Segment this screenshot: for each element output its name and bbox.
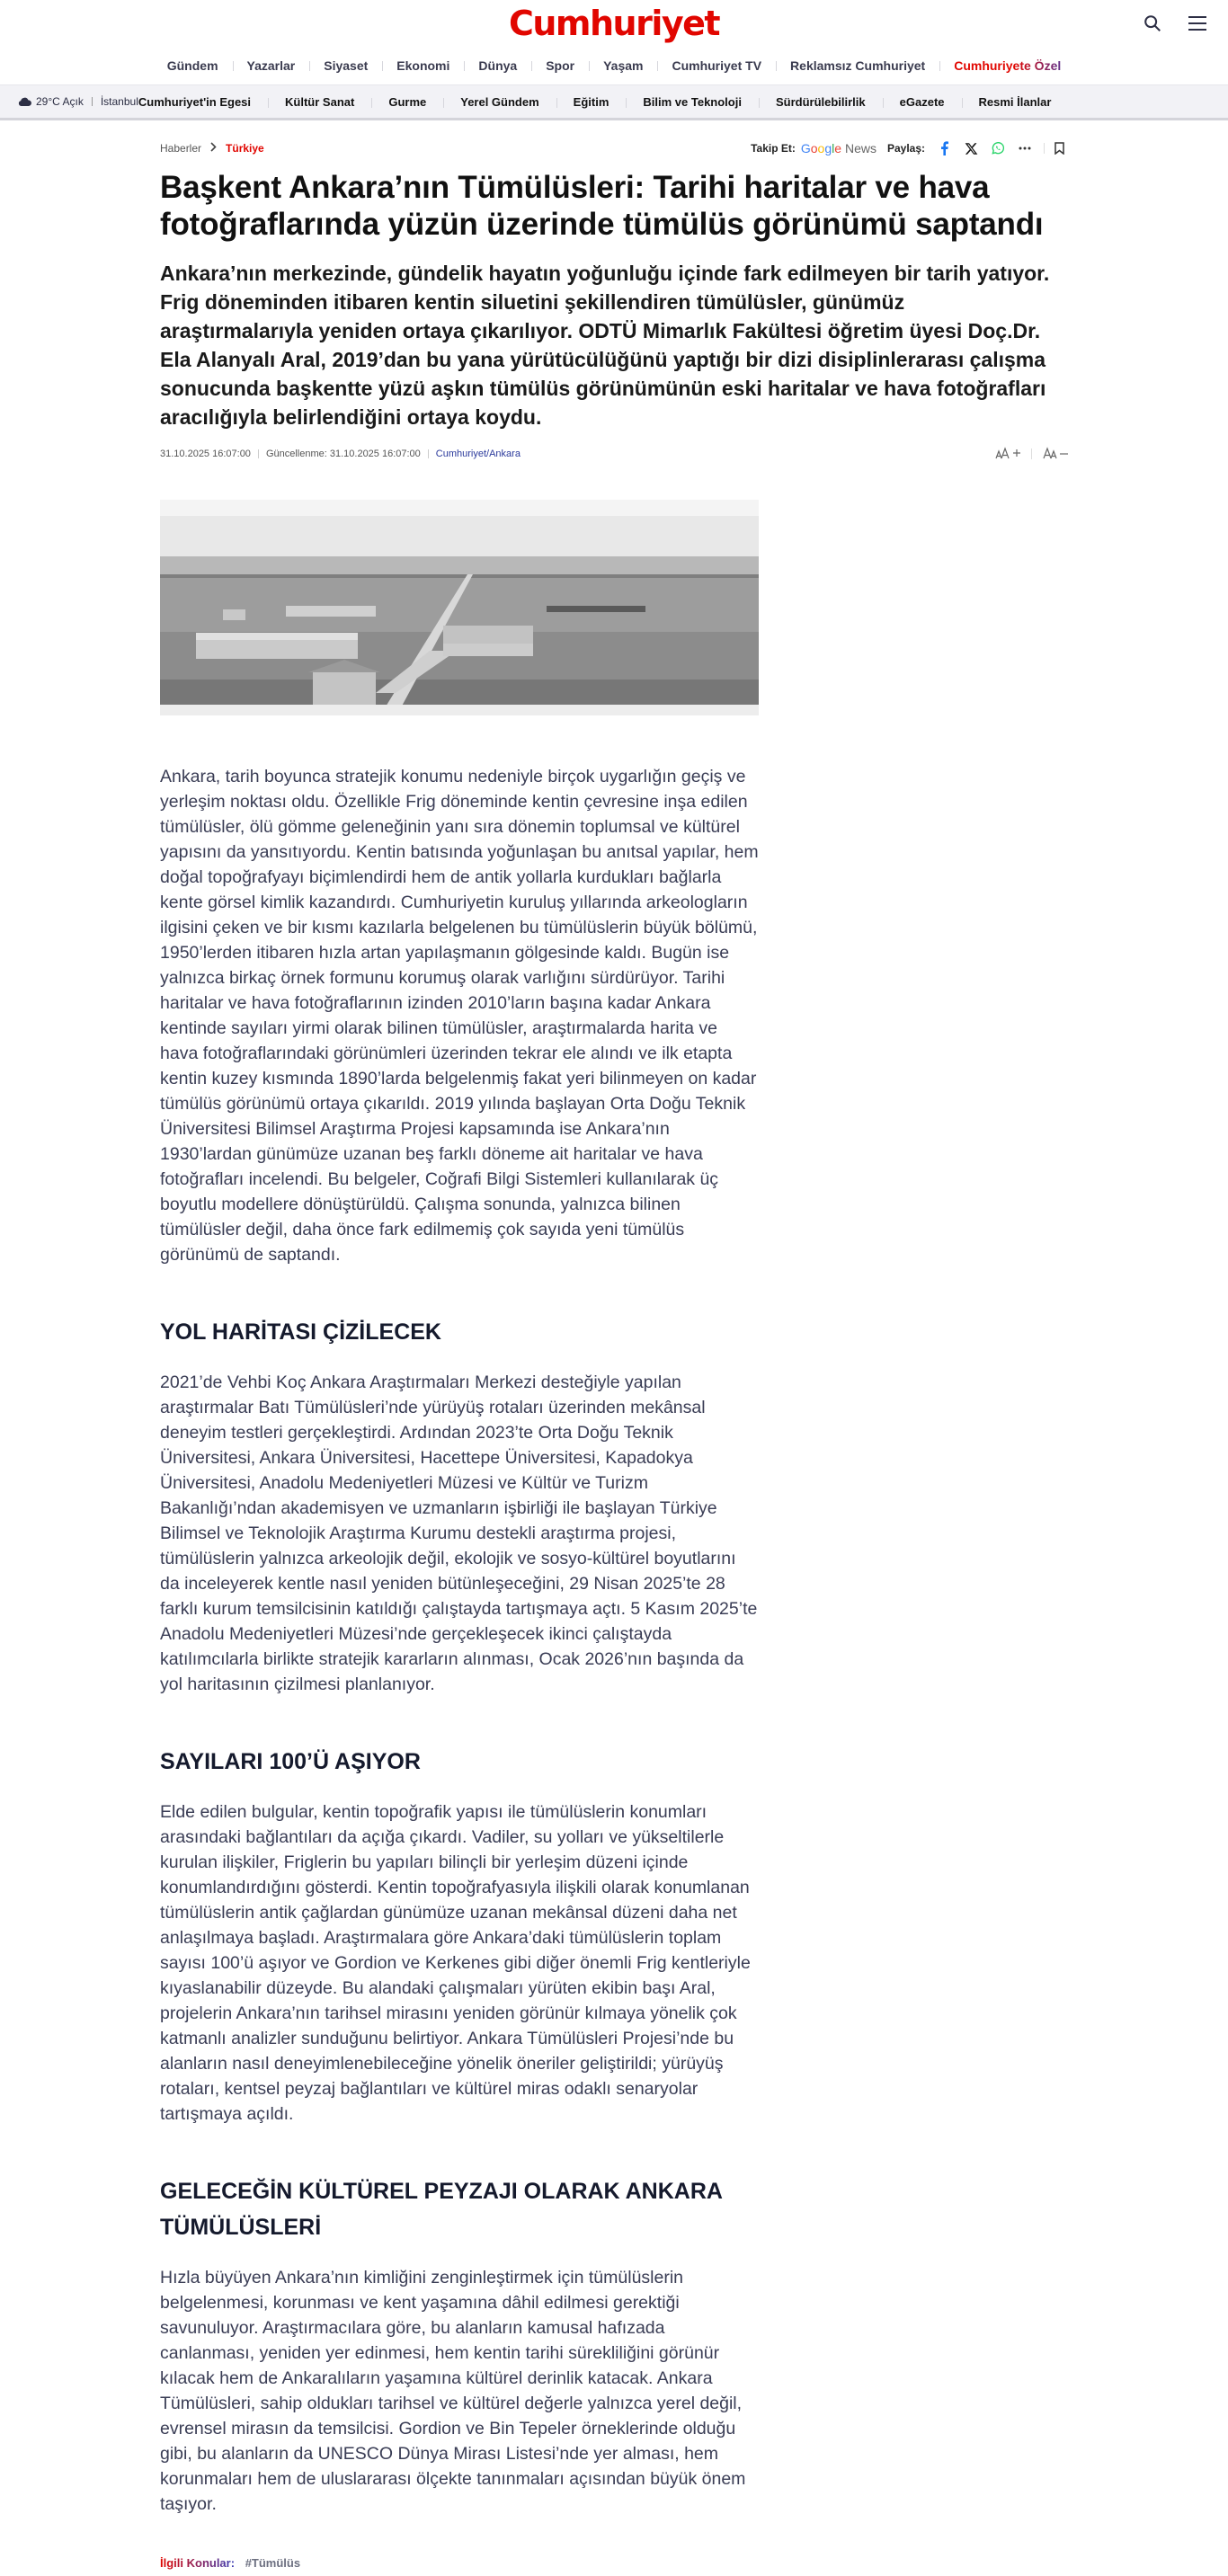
weather-temp: 29°C Açık bbox=[36, 95, 84, 108]
nav-gundem[interactable]: Gündem bbox=[166, 58, 218, 73]
subnav-kultur-sanat[interactable]: Kültür Sanat bbox=[268, 95, 371, 109]
nav-yazarlar[interactable]: Yazarlar bbox=[233, 54, 310, 77]
gnews-e: e bbox=[834, 141, 842, 155]
subnav-resmi-ilanlar[interactable]: Resmi İlanlar bbox=[962, 95, 1069, 109]
secondary-nav bbox=[0, 84, 1228, 120]
subheading-sayilari: SAYILARI 100’Ü AŞIYOR bbox=[160, 1749, 421, 1774]
font-divider bbox=[1031, 449, 1032, 459]
gnews-g2: g bbox=[824, 141, 832, 155]
follow-label: Takip Et: bbox=[751, 142, 796, 155]
meta-divider bbox=[258, 449, 259, 458]
meta-divider bbox=[428, 449, 429, 458]
paragraph-1: Ankara, tarih boyunca stratejik konumu nedeniyle birçok uygarlığın geçiş ve yerleşim noktası oldu. Özellikle Frig döneminde kentin çevresine inşa edilen tümülüsler, ölü gömme geleneğinin yanı sıra dönemin toplumsal ve kültürel yapısını da yansıtıyordu. Kentin batısında yoğunlaşan bu anıtsal yapılar, hem doğal topoğrafyayı biçimlendirdi hem de antik yollarla kurdukları bağlarla kente görsel kimlik kazandırdı. Cumhuriyetin kuruluş yıllarında arkeologların ilgisini çeken ve bir kısmı kazılarla belgelenen bu tümülüslerin büyük bölümü, 1950’lerden itibaren hızla artan yapılaşmanın gölgesinde kaldı. Bugün ise yalnızca birkaç örnek formunu korumuş olarak varlığını sürdürüyor. Tarihi haritalar ve hava fotoğraflarının izinden 2010’ların başına kadar Ankara kentinde sayıları yirmi olarak bilinen tümülüsler, araştırmalarda harita ve hava fotoğraflarındaki görünümleri üzerinden tekrar ele alındı ve ilk etapta kentin kuzey kısmında 1890’larda belgelenmiş fakat yeri bilinmeyen on kadar tümülüs görünümü ortaya çıkarıldı. 2019 yılında başlayan Orta Doğu Teknik Üniversitesi Bilimsel Araştırma Projesi kapsamında ise Ankara’nın 1930’lardan günümüze uzanan beş farklı döneme ait haritalar ve hava fotoğrafları incelendi. Bu belgeler, Coğrafi Bilgi Sistemleri kullanılarak üç boyutlu modellere dönüştürüldü. Çalışma sonunda, yalnızca bilinen tümülüsler değil, daha önce fark edilmemiş çok sayıda yeni tümülüs görünümü de saptandı. bbox=[160, 767, 759, 1265]
nav-reklamsiz[interactable]: Reklamsız Cumhuriyet bbox=[776, 54, 939, 77]
historic-panorama-photo bbox=[160, 500, 759, 715]
subheading-yol-haritasi: YOL HARİTASI ÇİZİLECEK bbox=[160, 1319, 441, 1345]
subnav-surdurulebilirlik[interactable]: Sürdürülebilirlik bbox=[759, 95, 883, 109]
tag-tumulus[interactable]: #Tümülüs bbox=[245, 2556, 301, 2570]
meta-row bbox=[160, 444, 1068, 464]
weather-divider bbox=[92, 97, 93, 106]
nav-cumhuriyet-tv[interactable]: Cumhuriyet TV bbox=[657, 54, 776, 77]
nav-dunya[interactable]: Dünya bbox=[464, 54, 531, 77]
breadcrumb-haberler[interactable]: Haberler bbox=[160, 142, 202, 155]
related-topics-label: İlgili Konular: bbox=[160, 2556, 236, 2570]
share-label: Paylaş: bbox=[886, 142, 925, 155]
site-logo[interactable]: Cumhuriyet bbox=[508, 4, 720, 43]
hamburger-menu-icon[interactable] bbox=[1187, 13, 1208, 34]
more-icon[interactable] bbox=[1011, 138, 1038, 158]
updated-date: Güncellenme: 31.10.2025 16:07:00 bbox=[265, 449, 421, 459]
bookmark-icon[interactable] bbox=[1050, 138, 1068, 158]
cloud-icon bbox=[18, 97, 31, 106]
subnav-egesi[interactable]: Cumhuriyet'in Egesi bbox=[138, 94, 252, 109]
nav-siyaset[interactable]: Siyaset bbox=[309, 54, 382, 77]
search-icon[interactable] bbox=[1142, 13, 1163, 34]
nav-ekonomi[interactable]: Ekonomi bbox=[382, 54, 464, 77]
font-size-controls bbox=[995, 447, 1068, 462]
gnews-news: News bbox=[841, 141, 877, 155]
chevron-right-icon bbox=[210, 142, 217, 155]
subnav-yerel-gundem[interactable]: Yerel Gündem bbox=[443, 95, 556, 109]
nav-cumhuriyete-ozel[interactable]: Cumhuriyete Özel bbox=[939, 54, 1075, 77]
nav-spor[interactable]: Spor bbox=[531, 54, 589, 77]
paragraph-2: 2021’de Vehbi Koç Ankara Araştırmaları Merkezi desteğiyle yapılan araştırmalar Batı Tümülüsleri’nde yürüyüş rotaları üzerinden mekânsal deneyim testleri gerçekleştirdi. Ardından 2023’te Orta Doğu Teknik Üniversitesi, Ankara Üniversitesi, Hacettepe Üniversitesi, Kapadokya Üniversitesi, Anadolu Medeniyetleri Müzesi ve Kültür ve Turizm Bakanlığı’ndan akademisyen ve uzmanların işbirliği ile başlayan Türkiye Bilimsel ve Teknolojik Araştırma Kurumu destekli araştırma projesi, tümülüslerin yalnızca arkeolojik değil, ekolojik ve sosyo-kültürel boyutlarını da inceleyerek kentle nasıl yeniden bütünleşeceğini, 29 Nisan 2025’te 28 farklı kurum temsilcisinin katıldığı çalıştayda tartışmaya açtı. 5 Kasım 2025’te Anadolu Medeniyetleri Müzesi’nde gerçekleşecek ikinci çalıştayda katılımcılarla birlikte stratejik kararların alınması, Ocak 2026’nın başında da yol haritasının çizilmesi planlanıyor. bbox=[160, 1372, 758, 1694]
breadcrumb-share-row bbox=[160, 135, 1068, 162]
article bbox=[160, 135, 1068, 2576]
gnews-o1: o bbox=[810, 141, 818, 155]
gnews-l: l bbox=[832, 141, 835, 155]
subnav-gurme[interactable]: Gurme bbox=[371, 95, 443, 109]
article-lead: Ankara’nın merkezinde, gündelik hayatın yoğunluğu içinde fark edilmeyen bir tarih yatıyor. Frig döneminden itibaren kentin siluetini şekillendiren tümülüsler, günümüz araştırmalarıyla yeniden ortaya çıkarılıyor. ODTÜ Mimarlık Fakültesi öğretim üyesi Doç.Dr. Ela Alanyalı Aral, 2019’dan bu yana yürütücülüğünü yaptığı bir dizi disiplinlerarası çalışma sonucunda başkentte yüzü aşkın tümülüs görünümünün eski haritalar ve hava fotoğrafları aracılığıyla belirlendiğini ortaya koydu. bbox=[160, 262, 1050, 429]
gnews-g: G bbox=[800, 141, 811, 155]
share-bar bbox=[751, 138, 1068, 158]
article-title: Başkent Ankara’nın Tümülüsleri: Tarihi haritalar ve hava fotoğraflarında yüzün üzerinde tümülüs görünümü saptandı bbox=[160, 170, 1044, 242]
related-topics bbox=[160, 2551, 759, 2576]
subheading-gelecegin: GELECEĞİN KÜLTÜREL PEYZAJI OLARAK ANKARA TÜMÜLÜSLERİ bbox=[160, 2179, 723, 2240]
header-actions bbox=[1142, 13, 1208, 34]
weather-widget bbox=[18, 95, 138, 108]
weather-city[interactable]: İstanbul bbox=[100, 95, 138, 108]
main-nav bbox=[0, 54, 1228, 77]
whatsapp-icon[interactable] bbox=[984, 138, 1011, 158]
paragraph-3: Elde edilen bulgular, kentin topoğrafik yapısı ile tümülüslerin konumları arasındaki bağlantıları da açığa çıkardı. Vadiler, su yolları ve yükseltilerle kurulan ilişkiler, Friglerin bu yapıları bilinçli bir yerleşim düzeni içinde konumlandırdığını gösterdi. Kentin topoğrafyasıyla ilişkili olarak konumlanan tümülüslerin antik çağlardan günümüze uzanan mekânsal düzeni daha net anlaşılmaya başladı. Araştırmalara göre Ankara’daki tümülüslerin toplam sayısı 100’ü aşıyor ve Gordion ve Kerkenes gibi diğer önemli Frig kentleriyle kıyaslanabilir düzeyde. Bu alandaki çalışmaları yürüten ekibin başı Aral, projelerin Ankara’nın tarihsel mirasını yeniden görünür kılmaya yönelik çok katmanlı analizler sunduğunu belirtiyor. Ankara Tümülüsleri Projesi’nde bu alanların nasıl deneyimlenebileceğine yönelik öneriler geliştirildi; yürüyüş rotaları, kentsel peyzaj bağlantıları ve kültürel miras odaklı senaryolar tartışmaya açıldı. bbox=[160, 1802, 751, 2124]
subnav-egitim[interactable]: Eğitim bbox=[556, 95, 627, 109]
article-meta bbox=[160, 449, 521, 459]
subnav-egazete[interactable]: eGazete bbox=[883, 95, 962, 109]
site-header bbox=[0, 0, 1228, 84]
share-divider bbox=[1044, 143, 1045, 154]
google-news-link[interactable] bbox=[801, 141, 877, 155]
article-source[interactable]: Cumhuriyet/Ankara bbox=[435, 449, 521, 459]
x-icon[interactable] bbox=[957, 138, 984, 158]
font-decrease-button[interactable] bbox=[1043, 447, 1068, 462]
subnav-bilim-teknoloji[interactable]: Bilim ve Teknoloji bbox=[626, 95, 759, 109]
paragraph-4: Hızla büyüyen Ankara’nın kimliğini zenginleştirmek için tümülüslerin belgelenmesi, korunması ve kent yaşamına dâhil edilmesi gerektiği savunuluyor. Araştırmacılara göre, bu alanların kamusal hafızada canlanması, yeniden yer edinmesi, hem kentin tarihi sürekliliğini görünür kılacak hem de Ankaralıların yaşamına kültürel derinlik katacak. Ankara Tümülüsleri, sahip oldukları tarihsel ve kültürel değerle yalnızca yerel değil, evrensel mirasın da temsilcisi. Gordion ve Bin Tepeler örneklerinde olduğu gibi, bu alanların da UNESCO Dünya Mirası Listesi’nde yer alması, hem korunmaları hem de uluslararası ölçekte tanınmaları açısından büyük önem taşıyor. bbox=[160, 2268, 746, 2514]
breadcrumb bbox=[160, 142, 264, 155]
breadcrumb-turkiye[interactable]: Türkiye bbox=[226, 142, 264, 155]
article-body bbox=[160, 764, 759, 2576]
facebook-icon[interactable] bbox=[930, 138, 957, 158]
nav-yasam[interactable]: Yaşam bbox=[589, 54, 657, 77]
publish-date: 31.10.2025 16:07:00 bbox=[160, 449, 251, 459]
font-increase-button[interactable] bbox=[995, 447, 1020, 462]
gnews-o2: o bbox=[817, 141, 825, 155]
hero-image bbox=[160, 500, 759, 715]
